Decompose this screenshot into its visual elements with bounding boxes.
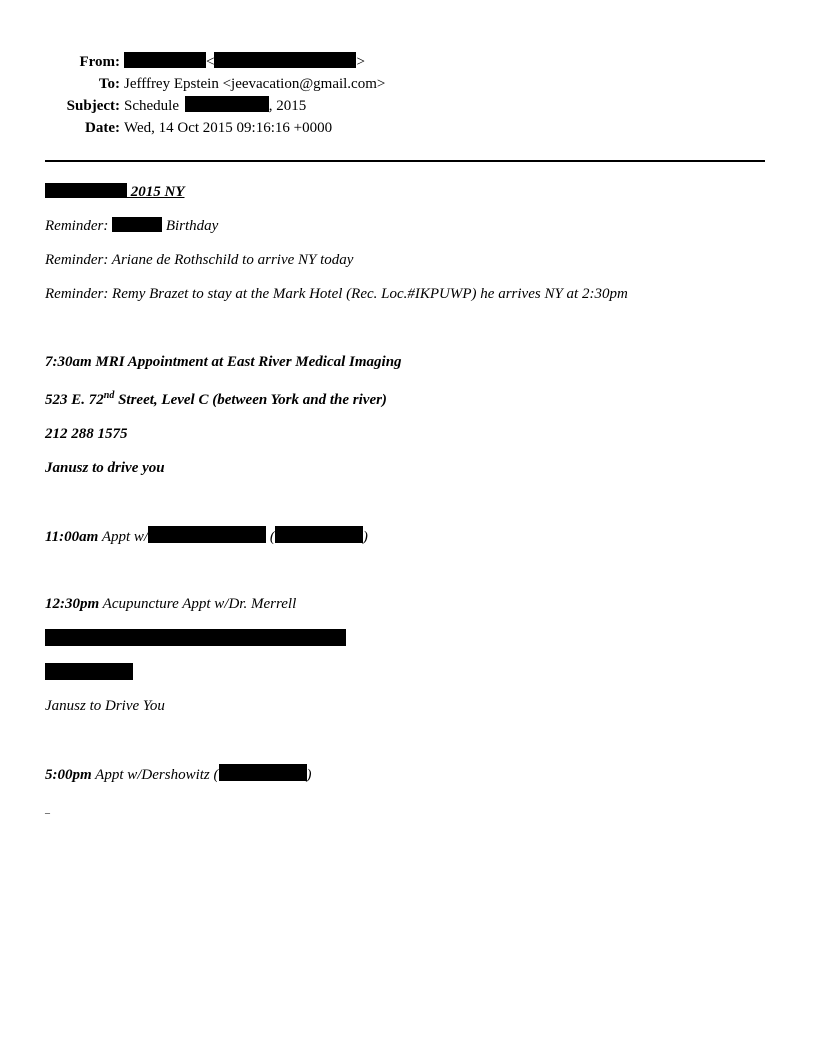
trailing-mark: _: [45, 804, 50, 815]
from-row: [0, 52, 816, 72]
from-label: From:: [79, 54, 120, 70]
appointment-500: 5:00pm Appt w/Dershowitz ( ): [45, 764, 312, 785]
subject-row: [0, 96, 816, 116]
from-value: < >: [124, 52, 365, 72]
mri-appointment: 7:30am MRI Appointment at East River Medical Imaging: [45, 354, 402, 370]
redaction-box: [185, 96, 269, 112]
reminder-rothschild: Reminder: Ariane de Rothschild to arrive NY today: [45, 252, 354, 268]
appointment-1100: 11:00am Appt w/ ( ): [45, 526, 368, 547]
mri-address: 523 E. 72nd Street, Level C (between York and the river): [45, 390, 387, 408]
redaction-block: [45, 629, 346, 646]
date-value: Wed, 14 Oct 2015 09:16:16 +0000: [124, 120, 333, 136]
redaction-box: [112, 217, 162, 232]
to-row: [0, 74, 816, 94]
driver-note-2: Janusz to Drive You: [45, 698, 165, 714]
redaction-box: [219, 764, 307, 781]
date-row: [0, 118, 816, 138]
to-label: To:: [98, 76, 120, 92]
reminder-brazet: Reminder: Remy Brazet to stay at the Mark Hotel (Rec. Loc.#IKPUWP) he arrives NY at 2:30pm: [45, 286, 628, 302]
driver-note-1: Janusz to drive you: [45, 460, 165, 476]
redaction-block: [45, 663, 133, 680]
redaction-box: [148, 526, 266, 543]
reminder-birthday: Reminder: Birthday: [45, 218, 219, 234]
schedule-heading: 2015 NY: [45, 182, 185, 202]
redaction-box: [124, 52, 206, 68]
subject-label: Subject:: [66, 98, 120, 114]
redaction-box: [275, 526, 363, 543]
redaction-box: [45, 183, 127, 198]
subject-value: Schedule , 2015: [124, 98, 307, 114]
to-value: Jefffrey Epstein <jeevacation@gmail.com>: [124, 76, 386, 92]
header-divider: [45, 160, 765, 162]
redaction-box: [214, 52, 356, 68]
mri-phone: 212 288 1575: [45, 426, 128, 442]
date-label: Date:: [85, 120, 120, 136]
appointment-1230: 12:30pm Acupuncture Appt w/Dr. Merrell: [45, 596, 297, 612]
